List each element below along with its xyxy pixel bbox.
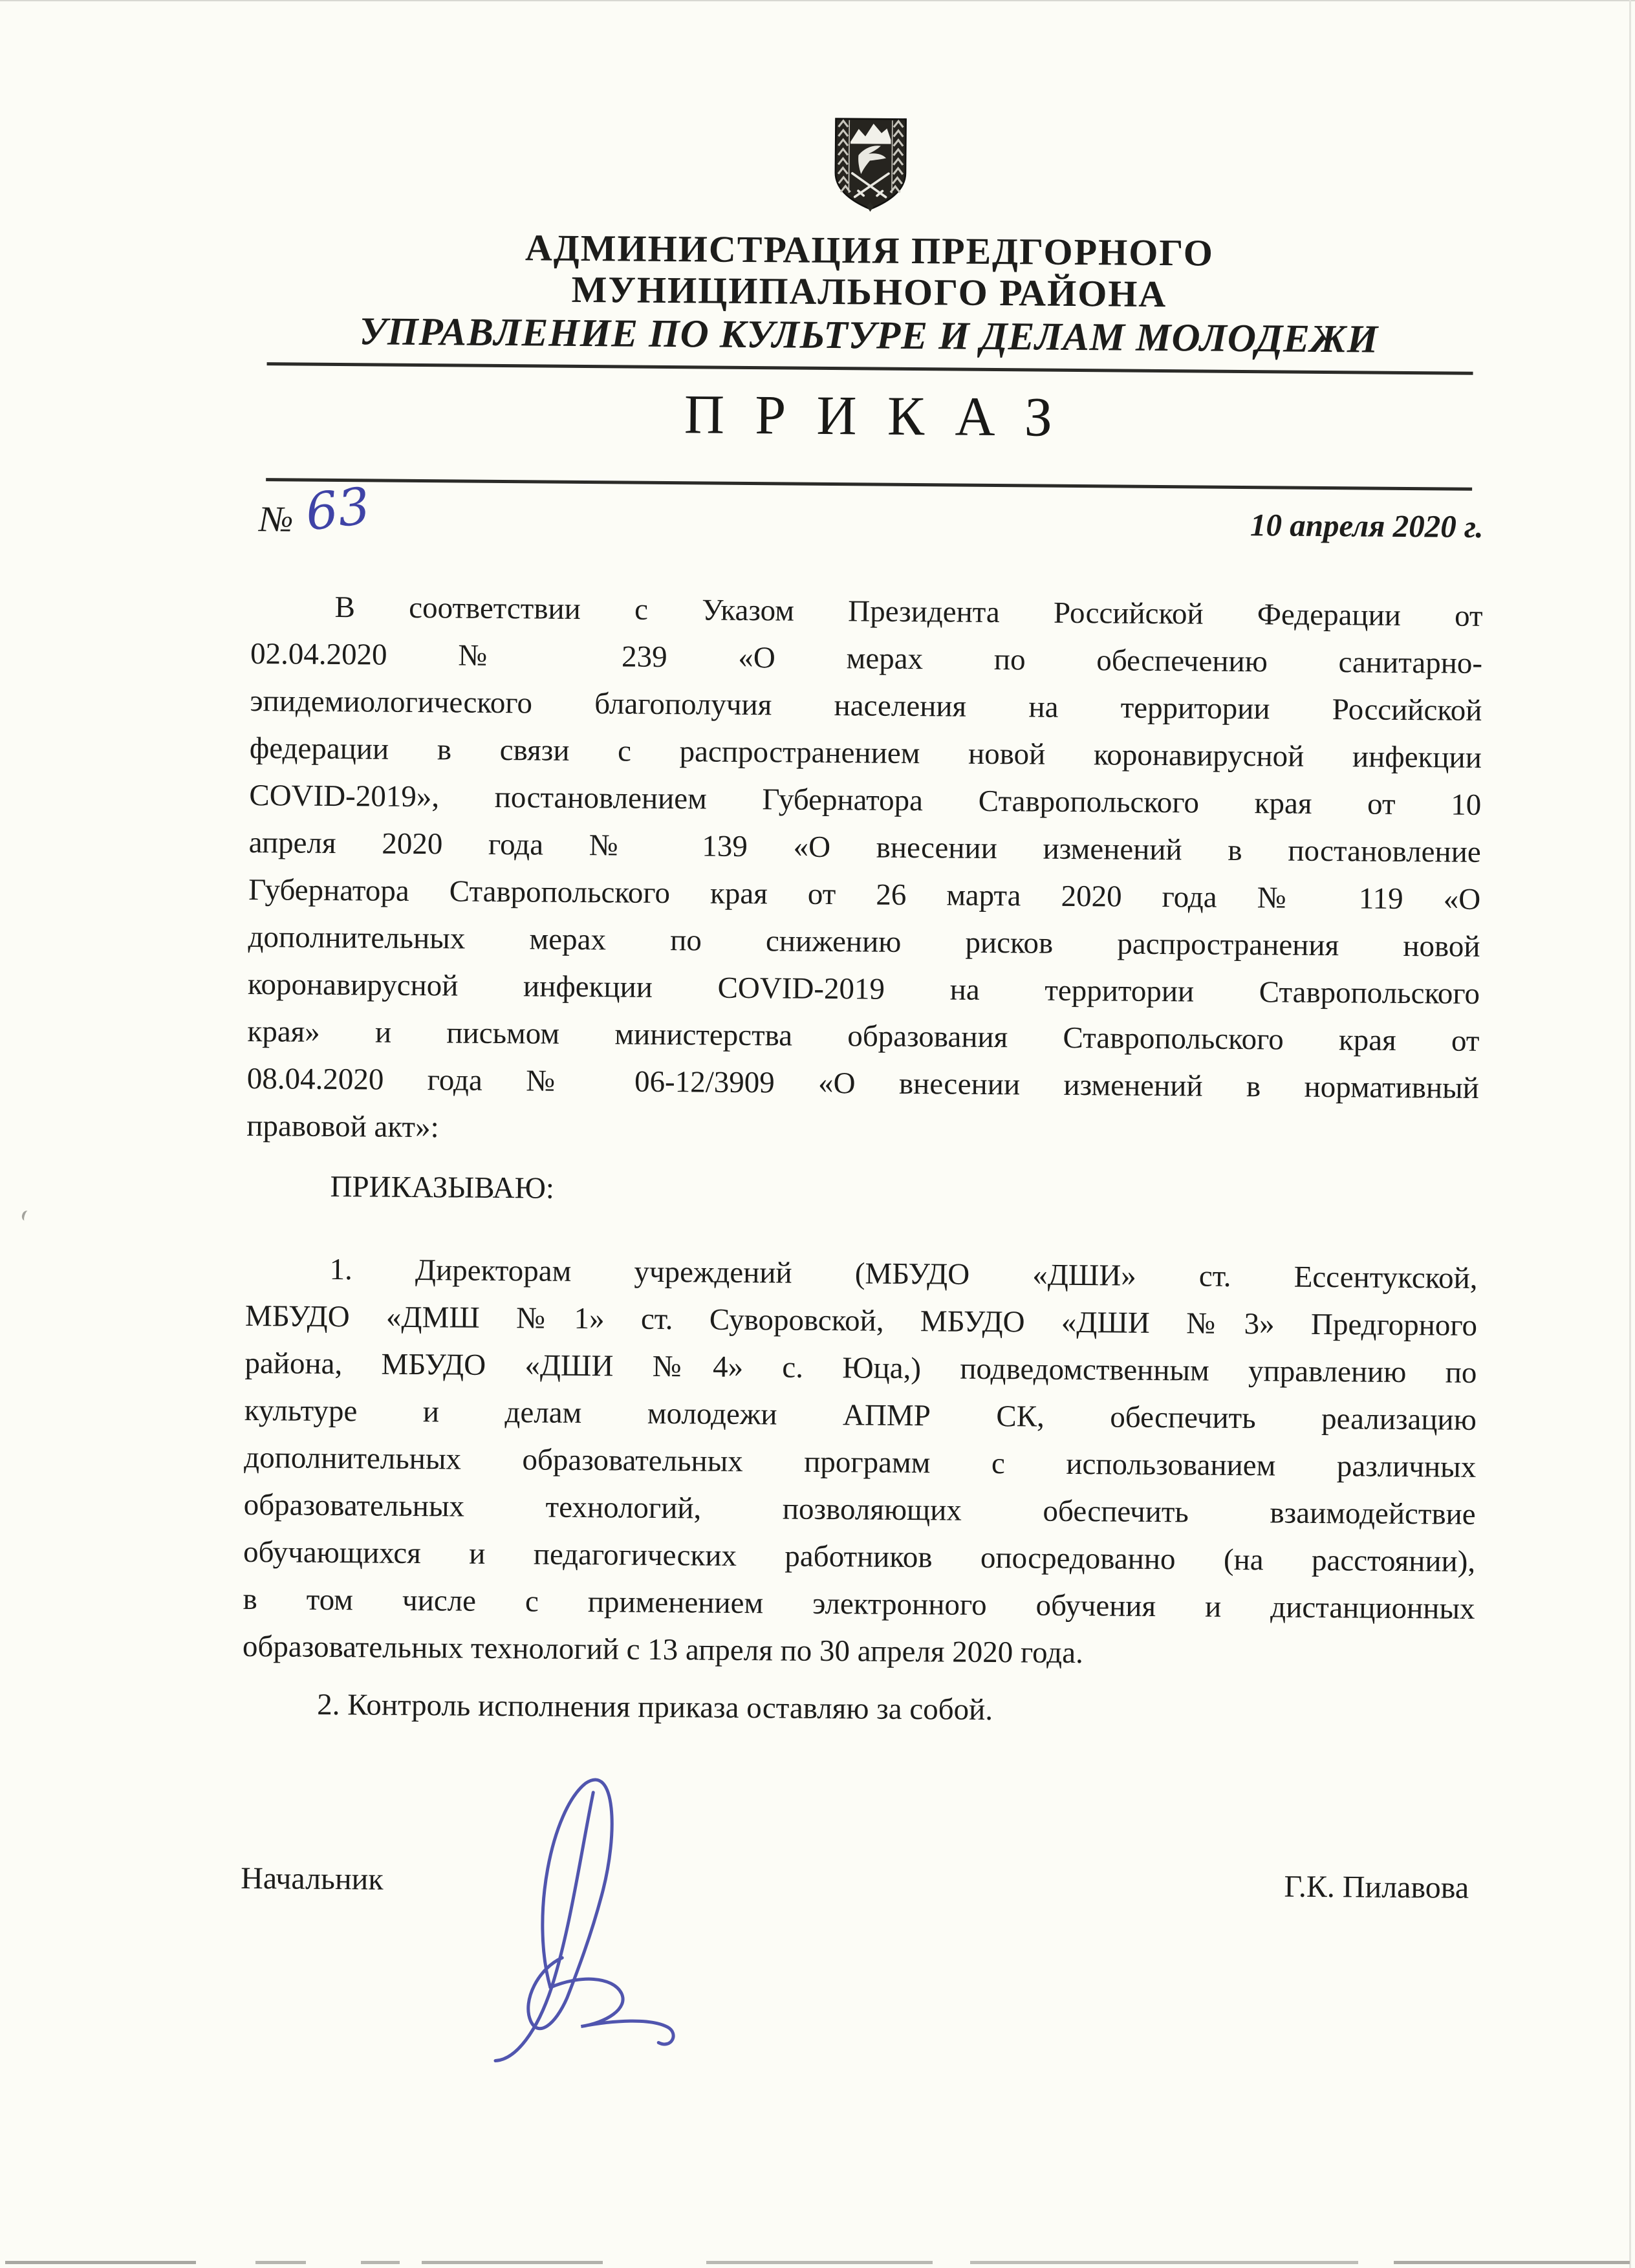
- scan-artifact-top-edge: [0, 0, 1635, 1]
- scan-artifact-bottom: [5, 2261, 196, 2264]
- org-name-line2: МУНИЦИПАЛЬНОГО РАЙОНА: [571, 268, 1167, 316]
- text-line: образовательных технологий с 13 апреля по 30 апреля 2020 года.: [242, 1629, 1084, 1670]
- text-line: правовой акт»:: [246, 1108, 439, 1145]
- divider-line-bottom: [266, 478, 1472, 491]
- text-line: края» и письмом министерства образования Ставропольского края от: [247, 1014, 1480, 1058]
- signature-row: [241, 1855, 1473, 1912]
- text-line: апреля 2020 года № 139 «О внесении изменений в постановление: [248, 825, 1481, 869]
- order-date: 10 апреля 2020 г.: [1250, 507, 1484, 545]
- signatory-name: Г.К. Пилавова: [1284, 1869, 1469, 1905]
- text-line: дополнительных образовательных программ с использованием различных: [244, 1440, 1477, 1484]
- scan-artifact-bottom: [706, 2261, 933, 2264]
- order-number-group: [251, 477, 373, 543]
- resolving-word: ПРИКАЗЫВАЮ:: [330, 1169, 555, 1205]
- document-type-title: ПРИКАЗ: [684, 383, 1083, 449]
- intro-paragraph: [246, 583, 1483, 1160]
- text-line: в том числе с применением электронного обучения и дистанционных: [243, 1582, 1475, 1626]
- coat-of-arms-icon: [822, 111, 918, 212]
- scan-artifact-bottom: [255, 2261, 306, 2264]
- document-content: [241, 0, 1488, 1912]
- text-line: 02.04.2020 № 239 «О мерах по обеспечению санитарно-: [250, 636, 1483, 680]
- text-line: образовательных технологий, позволяющих обеспечить взаимодействие: [243, 1487, 1476, 1531]
- text-line: В соответствии с Указом Президента Российской Федерации от: [334, 590, 1483, 633]
- text-line: 1. Директорам учреждений (МБУДО «ДШИ» ст. Ессентукской,: [329, 1252, 1478, 1295]
- number-sign: №: [259, 499, 294, 540]
- text-line: района, МБУДО «ДШИ №4» с. Юца,) подведомственным управлению по: [244, 1346, 1477, 1390]
- signature-ink: [453, 1771, 714, 2067]
- divider-line-top: [267, 362, 1473, 375]
- scan-artifact-bottom: [970, 2261, 1358, 2264]
- document-type-title-row: [252, 381, 1485, 450]
- text-line: коронавирусной инфекции COVID-2019 на территории Ставропольского: [247, 967, 1480, 1011]
- text-line: 08.04.2020 года № 06-12/3909 «О внесении изменений в нормативный: [246, 1061, 1480, 1105]
- text-line: обучающихся и педагогических работников опосредованно (на расстоянии),: [243, 1535, 1476, 1579]
- text-line: эпидемиологического благополучия населения на территории Российской: [250, 684, 1482, 728]
- text-line: Губернатора Ставропольского края от 26 марта 2020 года № 119 «О: [248, 872, 1481, 916]
- scan-artifact-bottom: [422, 2261, 603, 2264]
- order-item-2: 2. Контроль исполнения приказа оставляю за собой.: [317, 1687, 993, 1727]
- scan-artifact-fleck: [21, 1209, 32, 1222]
- org-department-line: УПРАВЛЕНИЕ ПО КУЛЬТУРЕ И ДЕЛАМ МОЛОДЕЖИ: [359, 310, 1379, 362]
- order-meta-row: [251, 477, 1484, 561]
- signatory-position: Начальник: [240, 1861, 384, 1897]
- order-number-handwritten: 63: [302, 477, 373, 543]
- text-line: федерации в связи с распространением новой коронавирусной инфекции: [249, 731, 1482, 775]
- text-line: МБУДО «ДМШ №1» ст. Суворовской, МБУДО «ДШИ №3» Предгорного: [244, 1299, 1478, 1343]
- scan-artifact-bottom: [1394, 2261, 1630, 2264]
- order-item-1: [243, 1246, 1478, 1680]
- text-line: дополнительных мерах по снижению рисков распространения новой: [248, 920, 1480, 964]
- org-name-line1: АДМИНИСТРАЦИЯ ПРЕДГОРНОГО: [525, 226, 1215, 274]
- text-line: COVID-2019», постановлением Губернатора Ставропольского края от 10: [249, 778, 1482, 822]
- scan-artifact-bottom: [361, 2261, 400, 2264]
- text-line: культуре и делам молодежи АПМР СК, обеспечить реализацию: [244, 1393, 1477, 1437]
- scan-artifact-right-edge: [1629, 0, 1631, 2268]
